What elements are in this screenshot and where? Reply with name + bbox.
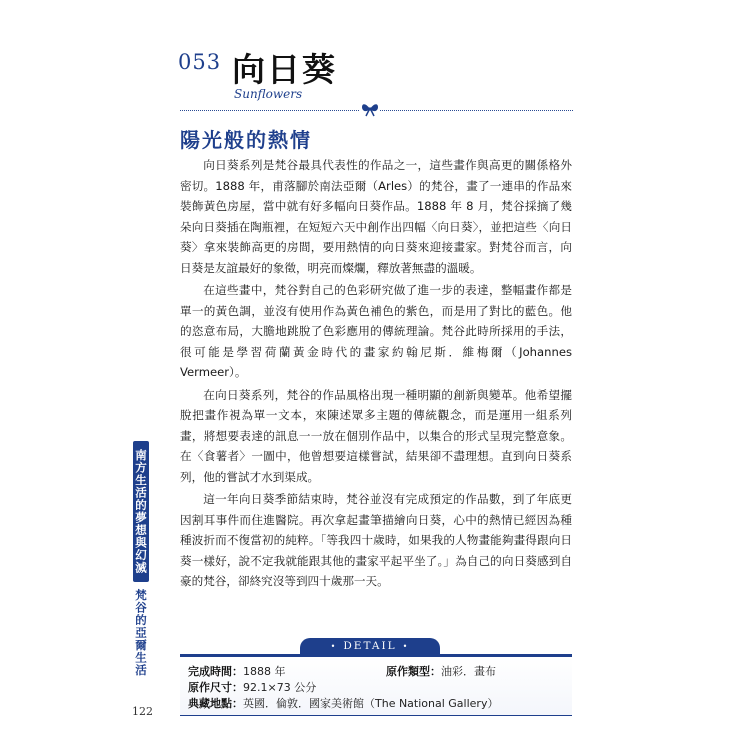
- chapter-number: 053: [178, 50, 222, 74]
- type-value: 油彩．畫布: [441, 665, 496, 678]
- size-row: [188, 679, 316, 695]
- detail-box: [180, 654, 572, 716]
- dot-icon: •: [330, 641, 338, 651]
- size-value: 92.1×73 公分: [243, 681, 317, 694]
- detail-tab-label: DETAIL: [343, 640, 397, 652]
- series-title-tab: [133, 441, 149, 582]
- completion-value: 1888 年: [243, 665, 286, 678]
- chapter-subtitle-english: Sunflowers: [234, 87, 303, 101]
- paragraph: 向日葵系列是梵谷最具代表性的作品之一，這些畫作與高更的關係格外密切。1888 年，甫落腳於南法亞爾（Arles）的梵谷，畫了一連串的作品來裝飾黃色房屋，當中就有好多幅向日葵作品。1888 年 8 月，梵谷採摘了幾朵向日葵插在陶瓶裡，在短短六天中創作出四幅〈向日葵〉，並把這些〈向日葵〉拿來裝飾高更的房間，要用熱情的向日葵來迎接畫家。對梵谷而言，向日葵是友誼最好的象徵，明亮而燦爛，釋放著無盡的溫暖。: [180, 158, 572, 275]
- paragraph: 這一年向日葵季節結束時，梵谷並沒有完成預定的作品數，到了年底更因割耳事件而住進醫院。再次拿起畫筆描繪向日葵，心中的熱情已經因為種種波折而不復當初的純粹。「等我四十歲時，如果我的人物畫能夠畫得跟向日葵一樣好，說不定我就能跟其他的畫家平起平坐了。」為自己的向日葵感到自豪的梵谷，卻終究沒等到四十歲那一天。: [180, 492, 572, 588]
- type-row: [386, 663, 496, 679]
- chapter-title: 向日葵: [232, 50, 337, 89]
- completion-label: 完成時間：: [188, 665, 243, 678]
- paragraph: 在這些畫中，梵谷對自己的色彩研究做了進一步的表達，整幅畫作都是單一的黃色調，並沒有使用作為黃色補色的紫色，而是用了對比的藍色。他的恣意布局，大膽地跳脫了色彩應用的傳統理論。梵谷此時所採用的手法，很可能是學習荷蘭黃金時代的畫家約翰尼斯．維梅爾（Johannes Vermeer）。: [180, 283, 572, 379]
- paragraph: 在向日葵系列，梵谷的作品風格出現一種明顯的創新與變革。他希望擺脫把畫作視為單一文本，來陳述眾多主題的傳統觀念，而是運用一組系列畫，將想要表達的訊息一一放在個別作品中，以集合的形式呈現完整意象。在〈食薯者〉一圖中，他曾想要這樣嘗試，結果卻不盡理想。直到向日葵系列，他的嘗試才水到渠成。: [180, 387, 572, 484]
- type-label: 原作類型：: [386, 665, 441, 678]
- bow-ornament-icon: [360, 101, 380, 117]
- section-title: 陽光般的熱情: [180, 128, 312, 152]
- collection-row: [188, 695, 498, 711]
- series-title: 南方生活的夢想與幻滅: [134, 449, 148, 574]
- page-number: 122: [132, 705, 153, 718]
- completion-row: [188, 663, 286, 679]
- chapter-title-vertical: 梵谷的亞爾生活: [134, 589, 148, 677]
- detail-tab: [300, 638, 440, 654]
- collection-value: 英國．倫敦．國家美術館（The National Gallery）: [243, 697, 499, 710]
- collection-label: 典藏地點：: [188, 697, 243, 710]
- dot-icon: •: [402, 641, 410, 651]
- size-label: 原作尺寸：: [188, 681, 243, 694]
- body-text: [180, 155, 572, 592]
